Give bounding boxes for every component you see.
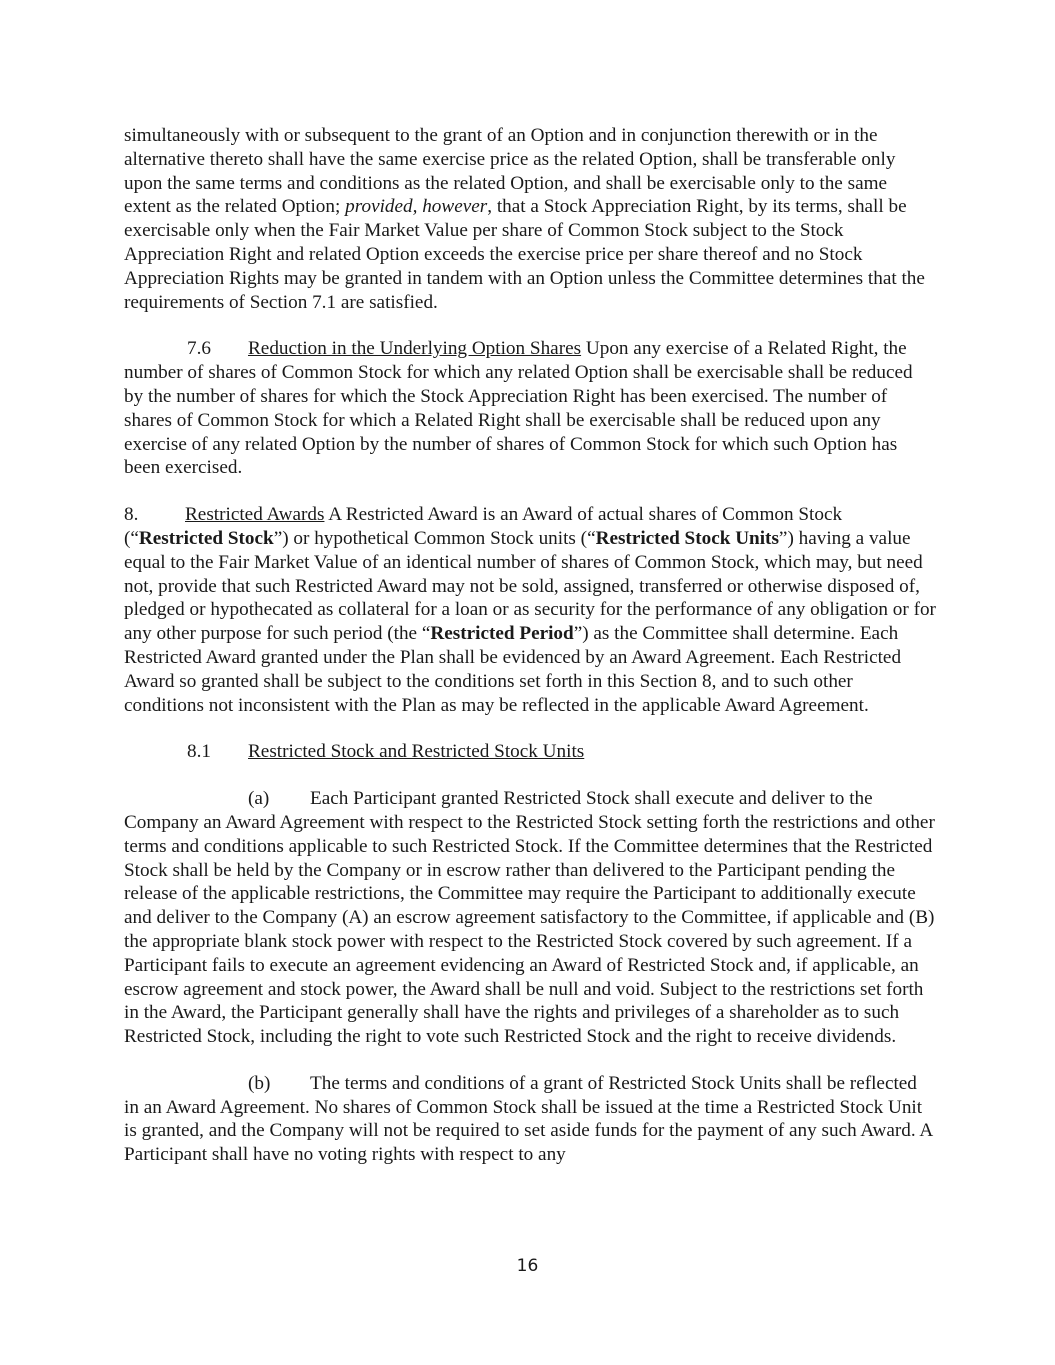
defined-term: Restricted Stock Units: [595, 527, 779, 549]
section-body: ”) as the Committee shall determine. Each Restricted Award granted under the Plan shall be evidenced by an Award Agreement. Each Restricted Award so granted shall be subject to the conditions set forth in this Section 8, and to such other conditions not inconsistent with the Plan as may be reflected in the applicable Award Agreement.: [124, 623, 902, 716]
section-body: Upon any exercise of a Related Right, the number of shares of Common Stock for which any related Option shall be exercisable shall be reduced by the number of shares for which the Stock Appreciation Right has been exercised. The number of shares of Common Stock for which a Related Right shall be exercisable shall be reduced upon any exercise of any related Option by the number of shares of Common Stock for which such Option has been exercised.: [124, 338, 913, 479]
section-number: 7.6: [187, 338, 211, 360]
subsection-label: (b): [248, 1072, 271, 1094]
paragraph-text: , that a Stock Appreciation Right, by its terms, shall be exercisable only when the Fair Market Value per share of Common Stock subject to the Stock Appreciation Right and related Option exceeds the exercise price per share thereof and no Stock Appreciation Rights may be granted in tandem with an Option unless the Committee determines that the requirements of Section 7.1 are satisfied.: [124, 196, 925, 313]
section-number: 8.1: [187, 741, 211, 763]
section-7-6: [124, 337, 936, 480]
section-heading: Reduction in the Underlying Option Shares: [248, 338, 582, 360]
section-8-1: [124, 740, 936, 764]
continuation-paragraph: [124, 124, 936, 314]
page-number: 16: [516, 1256, 539, 1276]
document-page: [124, 124, 936, 1190]
defined-term: Restricted Stock: [138, 527, 274, 549]
subsection-label: (a): [248, 788, 270, 810]
section-body: ”) or hypothetical Common Stock units (“: [273, 527, 596, 549]
section-8: [124, 503, 936, 717]
section-8-1-b: [124, 1072, 936, 1167]
italic-proviso: provided, however: [345, 196, 488, 218]
section-body: ”) having a value equal to the Fair Market Value of an identical number of shares of Common Stock, which may, but need not, provide that such Restricted Award may not be sold, assigned, transferred or otherwise disposed of, pledged or hypothecated as collateral for a loan or as security for the performance of any obligation or for any other purpose for such period (the “: [124, 527, 936, 645]
paragraph-text: simultaneously with or subsequent to the grant of an Option and in conjunction therewith or in the alternative thereto shall have the same exercise price as the related Option, shall be transferable only upon the same terms and conditions as the related Option, and shall be exercisable only to the same extent as the related Option;: [124, 125, 896, 218]
section-number: 8.: [124, 504, 139, 526]
section-heading: Restricted Awards: [185, 504, 325, 526]
defined-term: Restricted Period: [430, 623, 574, 645]
subsection-body: Each Participant granted Restricted Stock shall execute and deliver to the Company an Award Agreement with respect to the Restricted Stock setting forth the restrictions and other terms and conditions applicable to such Restricted Stock. If the Committee determines that the Restricted Stock shall be held by the Company or in escrow rather than delivered to the Participant pending the release of the applicable restrictions, the Committee may require the Participant to additionally execute and deliver to the Company (A) an escrow agreement satisfactory to the Committee, if applicable and (B) the appropriate blank stock power with respect to the Restricted Stock covered by such agreement. If a Participant fails to execute an agreement evidencing an Award of Restricted Stock and, if applicable, an escrow agreement and stock power, the Award shall be null and void. Subject to the restrictions set forth in the Award, the Participant generally shall have the rights and privileges of a shareholder as to such Restricted Stock, including the right to vote such Restricted Stock and the right to receive dividends.: [124, 788, 935, 1048]
section-8-1-a: [124, 787, 936, 1049]
subsection-body: The terms and conditions of a grant of Restricted Stock Units shall be reflected in an Award Agreement. No shares of Common Stock shall be issued at the time a Restricted Stock Unit is granted, and the Company will not be required to set aside funds for the payment of any such Award. A Participant shall have no voting rights with respect to any: [124, 1072, 933, 1166]
section-heading: Restricted Stock and Restricted Stock Units: [248, 741, 585, 763]
section-body: A Restricted Award is an Award of actual shares of Common Stock (“: [124, 504, 843, 549]
